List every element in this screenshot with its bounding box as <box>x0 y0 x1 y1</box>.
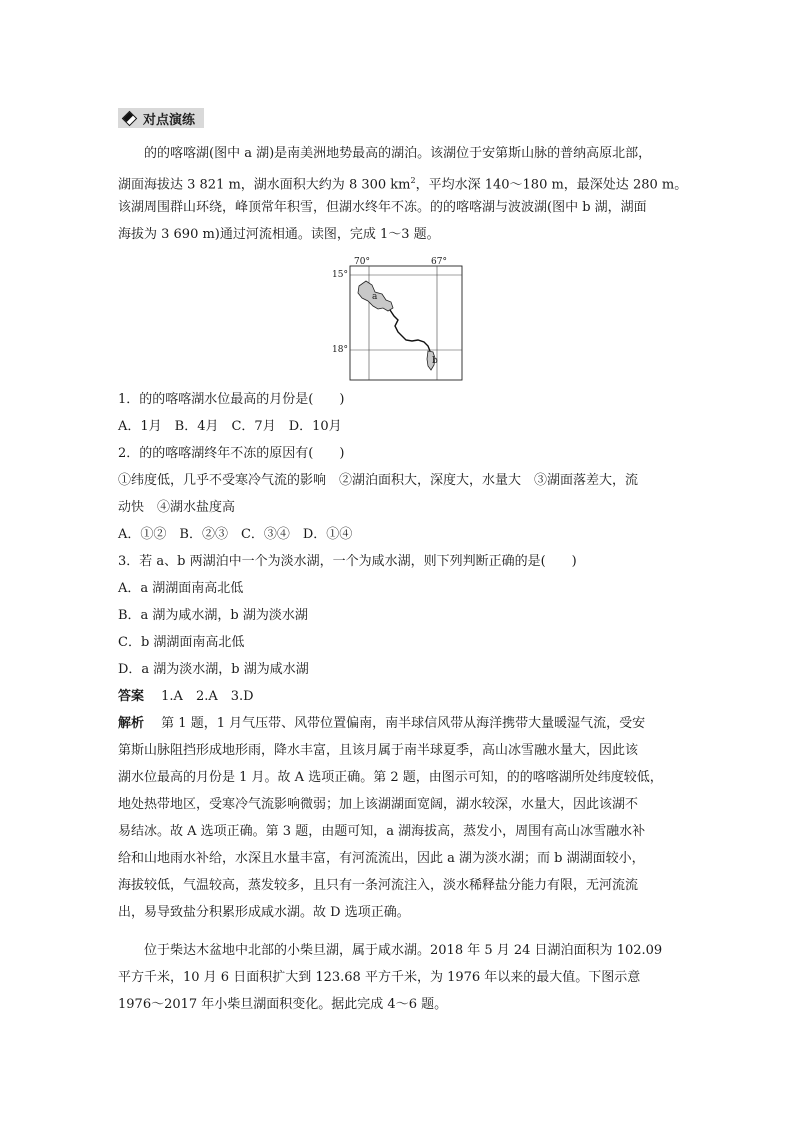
intro-line-1: 的的喀喀湖(图中 a 湖)是南美洲地势最高的湖泊。该湖位于安第斯山脉的普纳高原北部， <box>144 146 652 161</box>
q2-line-1: ①纬度低，几乎不受寒冷气流的影响 ②湖泊面积大，深度大，水量大 ③湖面落差大，流 <box>118 473 639 488</box>
q3-option-c: C．b 湖湖面南高北低 <box>118 635 245 650</box>
intro-line-4: 海拔为 3 690 m)通过河流相通。读图，完成 1～3 题。 <box>118 227 440 242</box>
analysis-line-2: 第斯山脉阻挡形成地形雨，降水丰富，且该月属于南半球夏季，高山冰雪融水量大，因此该 <box>118 743 639 758</box>
analysis-line-3: 湖水位最高的月份是 1 月。故 A 选项正确。第 2 题，由图示可知，的的喀喀湖所处纬度较低， <box>118 770 663 785</box>
diamond-icon <box>122 110 138 126</box>
q2-stem: 2．的的喀喀湖终年不冻的原因有( ) <box>118 446 345 461</box>
analysis-line-4: 地处热带地区，受寒冷气流影响微弱；加上该湖湖面宽阔，湖水较深，水量大，因此该湖不 <box>118 797 639 812</box>
label-lake-a: a <box>372 292 378 302</box>
intro-line-3: 该湖周围群山环绕，峰顶常年积雪，但湖水终年不冻。的的喀喀湖与波波湖(图中 b 湖，湖面 <box>118 200 647 215</box>
q2-line-2: 动快 ④湖水盐度高 <box>118 500 236 515</box>
analysis-line-7: 海拔较低，气温较高，蒸发较多，且只有一条河流注入，淡水稀释盐分能力有限，无河流流 <box>118 878 639 893</box>
q3-option-b: B．a 湖为咸水湖，b 湖为淡水湖 <box>118 608 308 623</box>
analysis-line-8: 出，易导致盐分积累形成咸水湖。故 D 选项正确。 <box>118 905 410 920</box>
intro-line-2: 湖面海拔达 3 821 m，湖水面积大约为 8 300 $km^2$，平均水深 140～180 m，最深处达 280 m。 <box>118 176 688 193</box>
label-lon-67: 67° <box>431 257 447 267</box>
q1-options: A．1月 B．4月 C．7月 D．10月 <box>118 419 342 434</box>
next-intro-line-3: 1976～2017 年小柴旦湖面积变化。据此完成 4～6 题。 <box>118 997 448 1012</box>
next-intro-line-2: 平方千米，10 月 6 日面积扩大到 123.68 平方千米，为 1976 年以来的最大值。下图示意 <box>118 970 641 985</box>
analysis-line-6: 给和山地雨水补给，水深且水量丰富，有河流流出，因此 a 湖为淡水湖；而 b 湖湖面较小， <box>118 851 645 866</box>
q3-option-a: A．a 湖湖面南高北低 <box>118 581 244 596</box>
q3-option-d: D．a 湖为淡水湖，b 湖为咸水湖 <box>118 662 309 677</box>
label-lon-70: 70° <box>354 257 370 267</box>
lake-map-svg <box>328 256 466 384</box>
section-title: 对点演练 <box>143 112 196 128</box>
lake-map-figure <box>328 256 466 384</box>
answer-label: 答案 <box>118 689 145 704</box>
q1-stem: 1．的的喀喀湖水位最高的月份是( ) <box>118 392 345 407</box>
answer-text: 1.A 2.A 3.D <box>161 689 254 704</box>
label-lat-15: 15° <box>332 270 348 280</box>
analysis-line-1: 解析 第 1 题，1 月气压带、风带位置偏南，南半球信风带从海洋携带大量暖湿气流，受安 <box>118 716 646 731</box>
q2-options: A．①② B．②③ C．③④ D．①④ <box>118 527 353 542</box>
answer-line <box>118 688 254 706</box>
next-intro-line-1: 位于柴达木盆地中北部的小柴旦湖，属于咸水湖。2018 年 5 月 24 日湖泊面积为 102.09 <box>144 943 663 958</box>
analysis-label: 解析 <box>118 716 145 731</box>
section-header <box>118 108 204 128</box>
analysis-line-5: 易结冰。故 A 选项正确。第 3 题，由题可知，a 湖海拔高，蒸发小，周围有高山冰雪融水补 <box>118 824 646 839</box>
label-lat-18: 18° <box>332 345 348 355</box>
q3-stem: 3．若 a、b 两湖泊中一个为淡水湖，一个为咸水湖，则下列判断正确的是( ) <box>118 554 577 569</box>
label-lake-b: b <box>432 356 438 366</box>
